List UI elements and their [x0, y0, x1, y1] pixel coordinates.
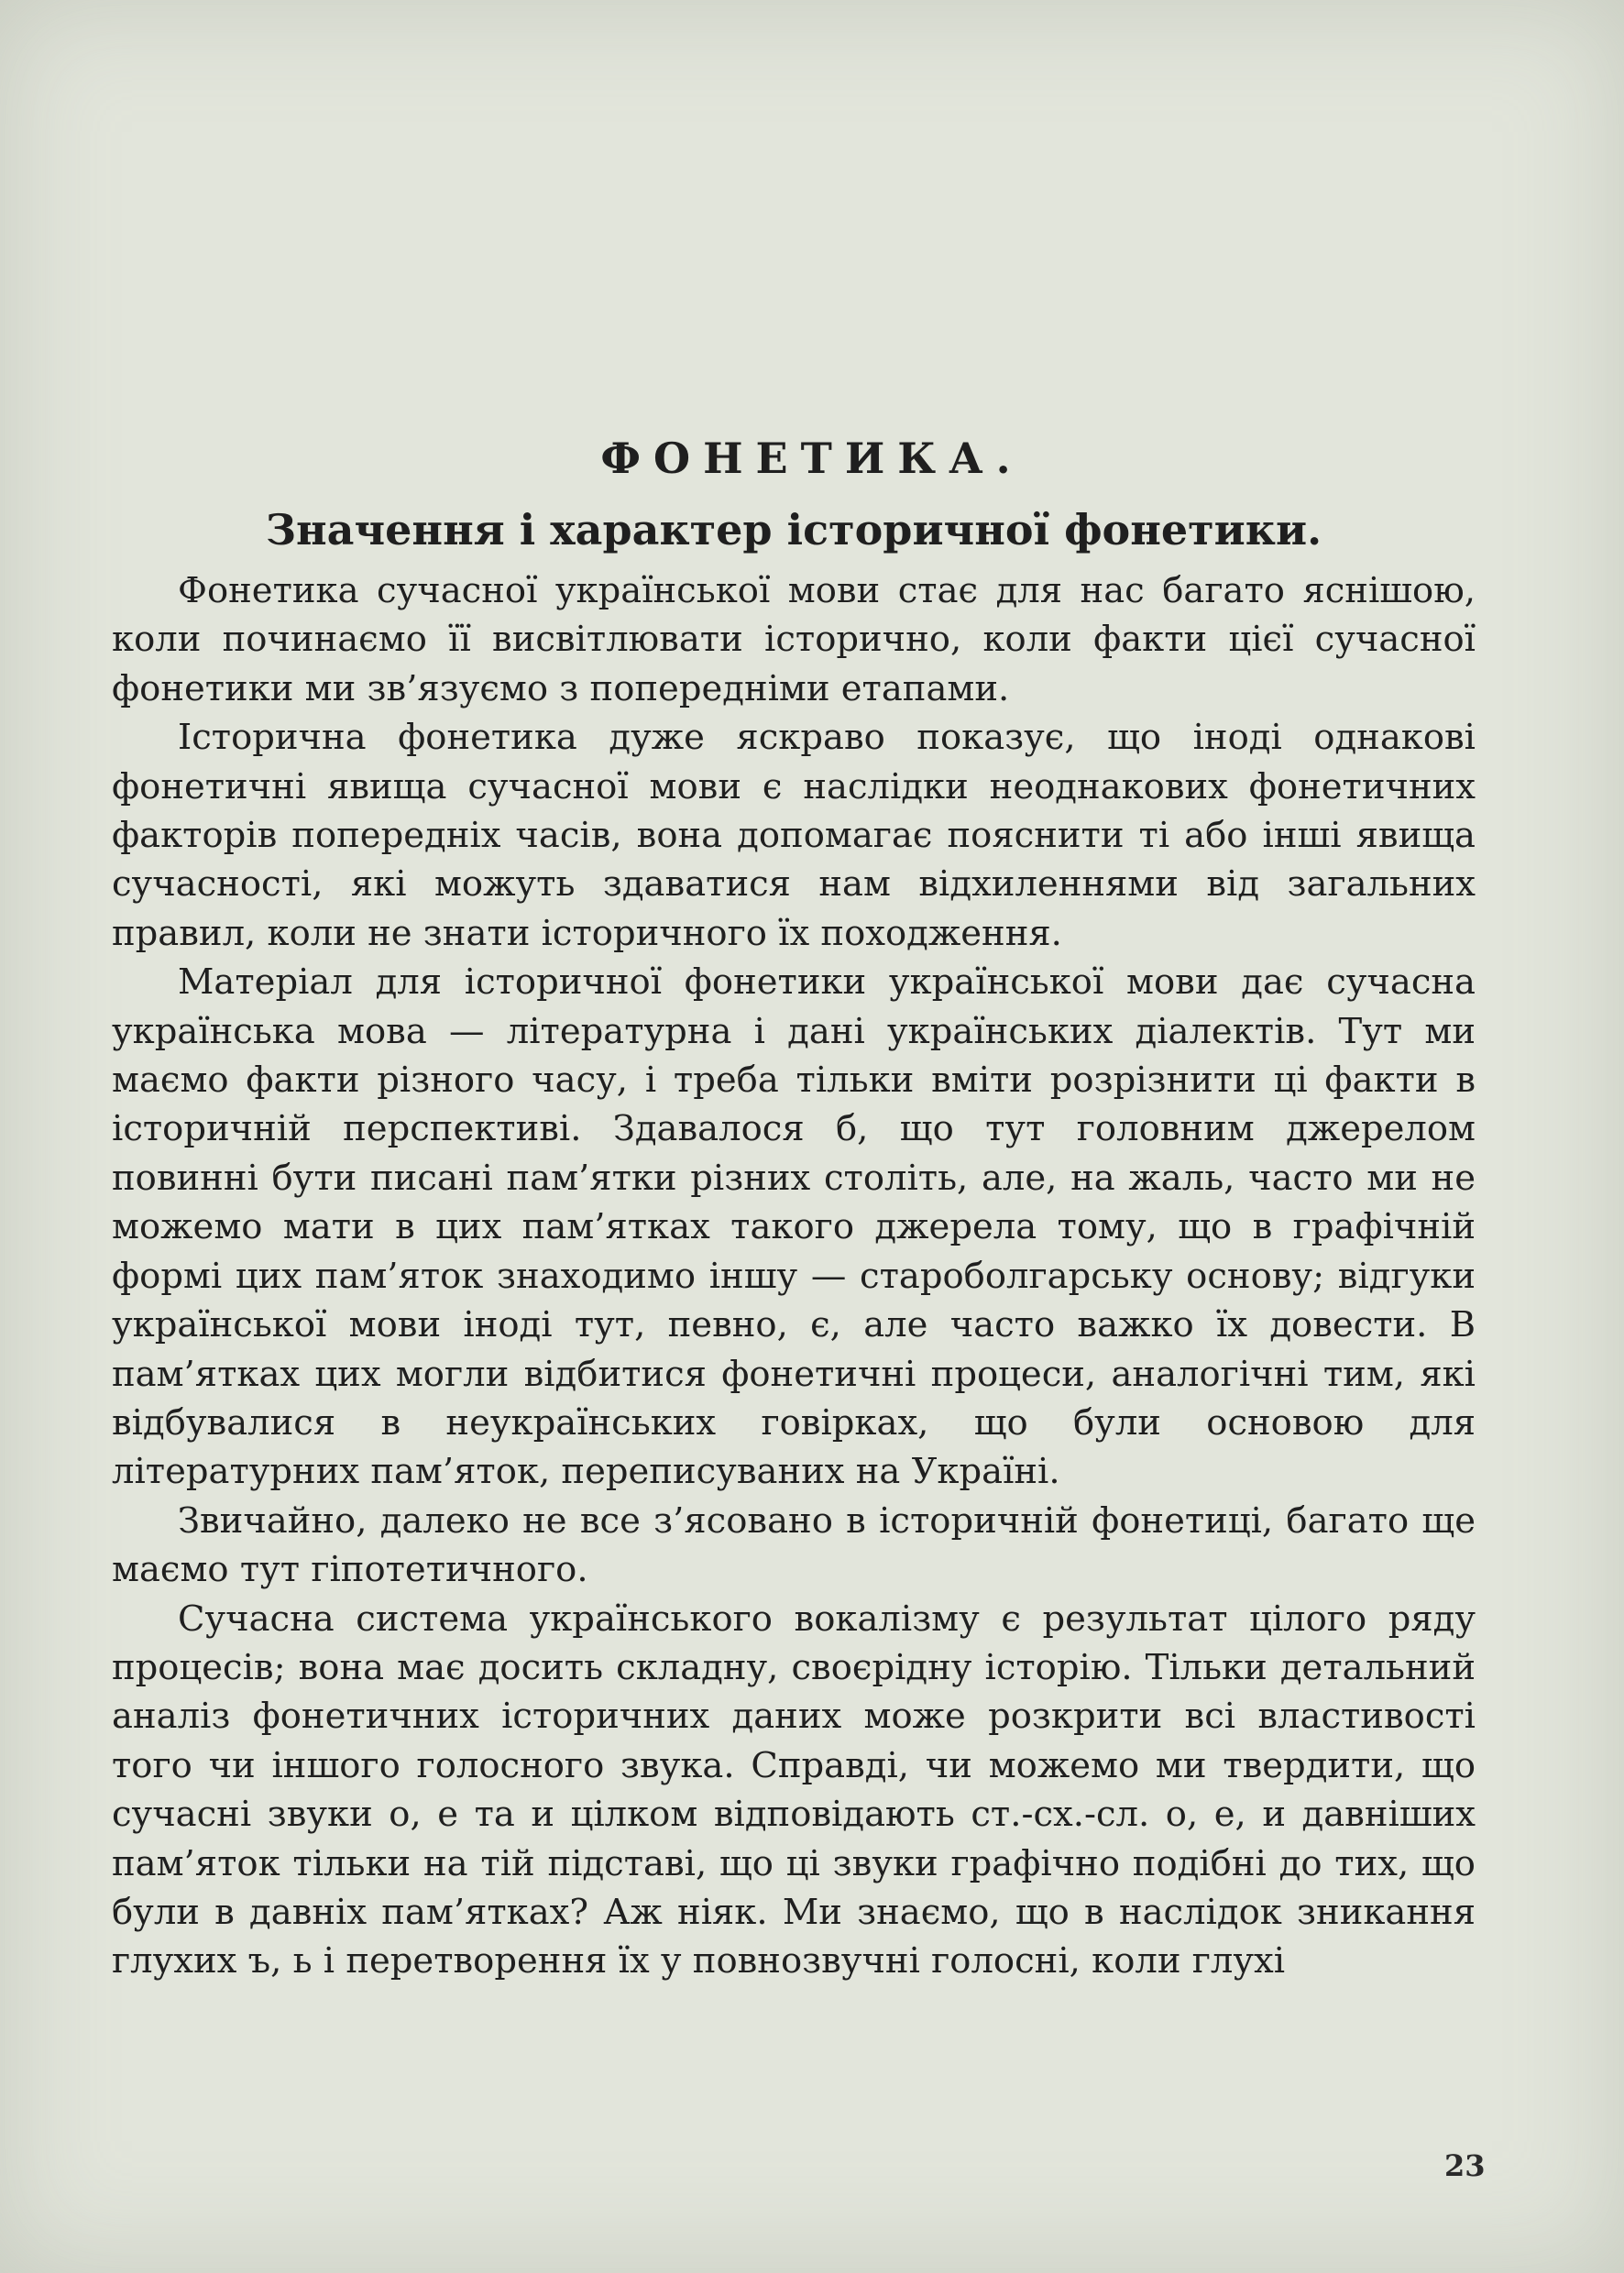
chapter-title: ФОНЕТИКА.: [600, 434, 1024, 483]
paragraph-1: Фонетика сучасної української мови стає для нас багато яснішою, коли починаємо її висвітлювати історично, коли факти цієї сучасної фонетики ми зв’язуємо з попередніми етапами.: [112, 570, 1476, 709]
paragraph-5: Сучасна система українського вокалізму є результат цілого ряду процесів; вона має досить складну, своєрідну історію. Тільки детальний аналіз фонетичних історичних даних може розкрити всі властивості того чи іншого голосного звука. Справді, чи можемо ми твердити, що сучасні звуки о, е та и цілком відповідають ст.-сх.-сл. о, е, и давніших пам’яток тільки на тій підставі, що ці звуки графічно подібні до тих, що були в давніх пам’ятках? Аж ніяк. Ми знаємо, що в наслідок зникання глухих ъ, ь і перетворення їх у повнозвучні голосні, коли глухі: [112, 1598, 1476, 1982]
paragraph-3: Матеріал для історичної фонетики української мови дає сучасна українська мова — літературна і дані українських діалектів. Тут ми маємо факти різного часу, і треба тільки вміти розрізнити ці факти в історичній перспективі. Здавалося б, що тут головним джерелом повинні бути писані пам’ятки різних століть, але, на жаль, часто ми не можемо мати в цих пам’ятках такого джерела тому, що в графічній формі цих пам’яток знаходимо іншу — староболгарську основу; відгуки української мови іноді тут, певно, є, але часто важко їх довести. В пам’ятках цих могли відбитися фонетичні процеси, аналогічні тим, які відбувалися в неукраїнських говірках, що були основою для літературних пам’яток, переписуваних на Україні.: [112, 961, 1476, 1493]
page-text-block: [112, 431, 1476, 1986]
section-title: Значення і характер історичної фонетики.: [265, 505, 1322, 555]
paragraph-2: Історична фонетика дуже яскраво показує, що іноді однакові фонетичні явища сучасної мови є наслідки неоднакових фонетичних факторів попередніх часів, вона допомагає пояснити ті або інші явища сучасності, які можуть здаватися нам відхиленнями від загальних правил, коли не знати історичного їх походження.: [112, 717, 1476, 954]
page-number: 23: [1444, 2148, 1486, 2183]
paragraph-4: Звичайно, далеко не все з’ясовано в історичній фонетиці, багато ще маємо тут гіпотетичного.: [112, 1499, 1476, 1591]
